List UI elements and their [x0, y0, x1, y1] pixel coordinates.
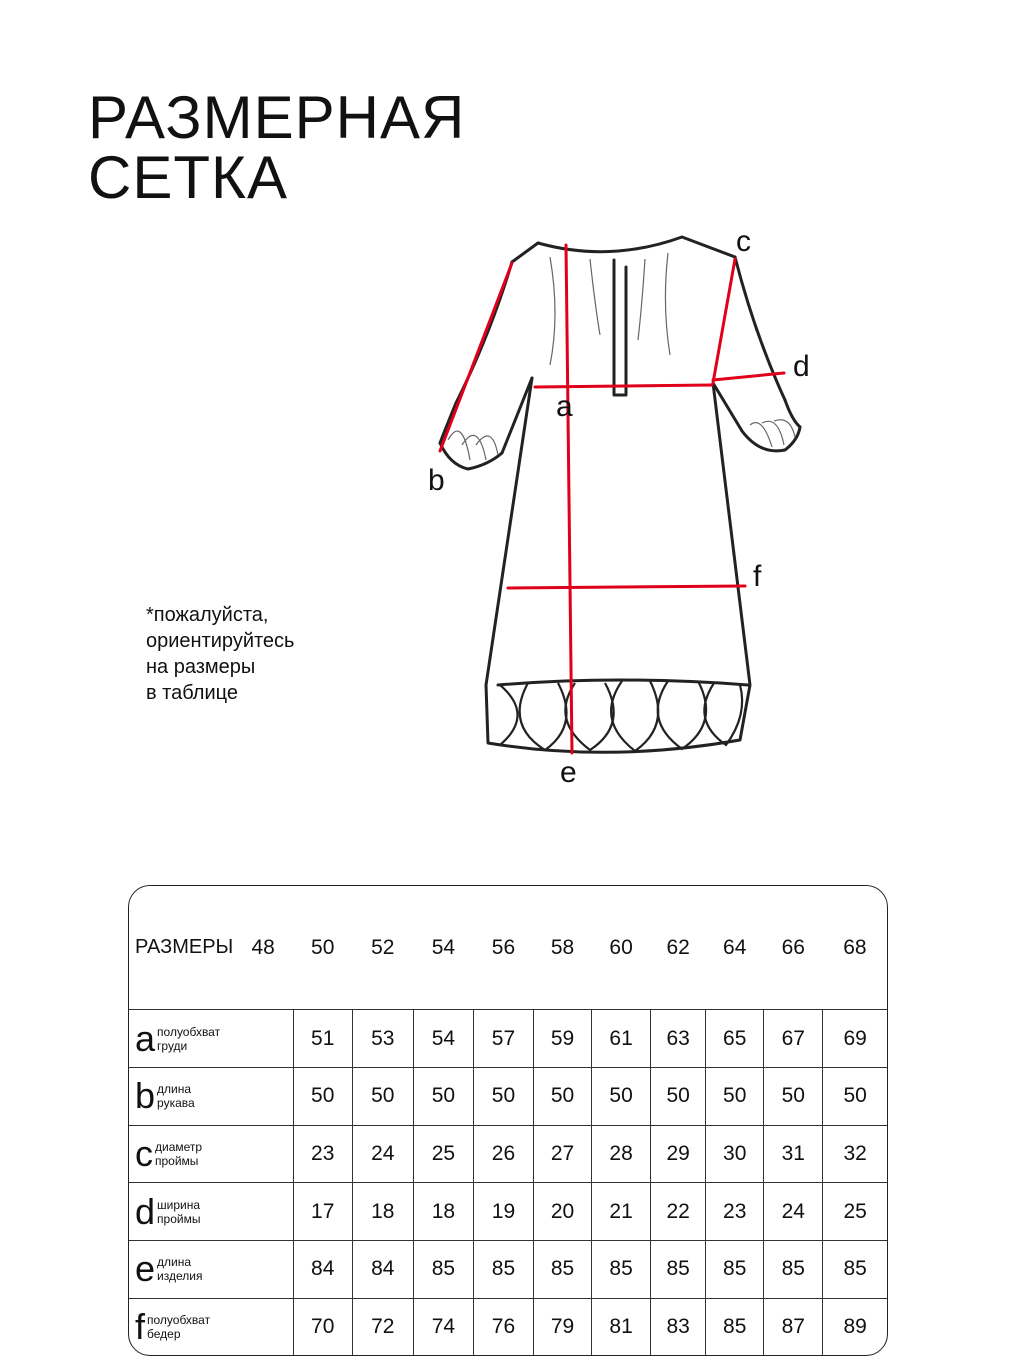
table-cell: 61: [592, 1010, 651, 1068]
table-cell: 25: [823, 1183, 887, 1241]
table-cell: 67: [764, 1010, 823, 1068]
page-title: [88, 84, 466, 211]
table-cell: 31: [764, 1125, 823, 1183]
size-header: 52: [352, 886, 413, 1010]
table-cell: 87: [764, 1298, 823, 1355]
size-header: 64: [706, 886, 764, 1010]
table-cell: [233, 1067, 293, 1125]
row-label: [129, 1125, 233, 1183]
label-c: c: [736, 225, 751, 258]
row-desc-1: полуобхват: [147, 1312, 211, 1327]
row-letter: e: [135, 1248, 156, 1290]
title-line-2: СЕТКА: [88, 144, 288, 211]
row-letter: a: [135, 1017, 156, 1059]
row-desc-1: ширина: [157, 1197, 201, 1212]
table-cell: 85: [534, 1241, 592, 1299]
label-a: a: [556, 390, 573, 423]
table-header-row: [129, 886, 887, 1010]
row-desc-2: изделия: [157, 1269, 203, 1284]
measure-line-a: [535, 385, 712, 387]
table-cell: 74: [413, 1298, 473, 1355]
table-cell: 53: [352, 1010, 413, 1068]
table-cell: 50: [473, 1067, 533, 1125]
table-cell: 50: [823, 1067, 887, 1125]
table-cell: 29: [651, 1125, 706, 1183]
row-desc-1: длина: [157, 1255, 192, 1270]
table-cell: 85: [413, 1241, 473, 1299]
row-label: [129, 1067, 233, 1125]
table-cell: [233, 1298, 293, 1355]
table-cell: 26: [473, 1125, 533, 1183]
table-cell: 85: [764, 1241, 823, 1299]
table-cell: 84: [293, 1241, 352, 1299]
table-cell: 50: [651, 1067, 706, 1125]
table-cell: 21: [592, 1183, 651, 1241]
table-cell: [233, 1010, 293, 1068]
table-cell: 24: [764, 1183, 823, 1241]
table-cell: 79: [534, 1298, 592, 1355]
table-cell: 76: [473, 1298, 533, 1355]
table-row: [129, 1067, 887, 1125]
table-cell: 85: [651, 1241, 706, 1299]
note-line-4: в таблице: [146, 682, 238, 704]
measure-line-f: [508, 586, 745, 588]
hem-scallops: [500, 681, 742, 751]
table-cell: 72: [352, 1298, 413, 1355]
table-cell: 18: [352, 1183, 413, 1241]
table-cell: 50: [706, 1067, 764, 1125]
table-row: [129, 1183, 887, 1241]
table-cell: 50: [413, 1067, 473, 1125]
table-cell: 25: [413, 1125, 473, 1183]
size-note: [146, 602, 294, 706]
table-cell: 19: [473, 1183, 533, 1241]
dress-diagram: [400, 215, 840, 795]
table-cell: 30: [706, 1125, 764, 1183]
row-letter: c: [135, 1132, 153, 1174]
row-desc-1: длина: [157, 1082, 192, 1097]
table-cell: 23: [706, 1183, 764, 1241]
table-cell: 83: [651, 1298, 706, 1355]
table-cell: 22: [651, 1183, 706, 1241]
size-header: 50: [293, 886, 352, 1010]
label-e: e: [560, 756, 577, 789]
table-cell: 32: [823, 1125, 887, 1183]
table-cell: [233, 1125, 293, 1183]
measure-line-e: [566, 245, 572, 753]
row-letter: f: [135, 1305, 146, 1347]
size-header: 56: [473, 886, 533, 1010]
size-header: 68: [823, 886, 887, 1010]
row-desc-2: груди: [157, 1038, 188, 1053]
size-header: 58: [534, 886, 592, 1010]
row-label: [129, 1183, 233, 1241]
measure-line-b: [440, 263, 512, 451]
row-letter: b: [135, 1075, 156, 1117]
note-line-2: ориентируйтесь: [146, 630, 295, 652]
table-row: [129, 1125, 887, 1183]
table-cell: 51: [293, 1010, 352, 1068]
size-header: 48: [233, 886, 293, 1010]
table-cell: 85: [473, 1241, 533, 1299]
table-row: [129, 1010, 887, 1068]
table-cell: 85: [823, 1241, 887, 1299]
table-cell: 70: [293, 1298, 352, 1355]
row-desc-2: бедер: [147, 1326, 181, 1341]
table-cell: 50: [293, 1067, 352, 1125]
table-cell: 50: [592, 1067, 651, 1125]
table-cell: 57: [473, 1010, 533, 1068]
table-cell: [233, 1241, 293, 1299]
table-cell: 20: [534, 1183, 592, 1241]
row-desc-2: проймы: [155, 1153, 199, 1168]
table-cell: 69: [823, 1010, 887, 1068]
table-cell: 17: [293, 1183, 352, 1241]
measure-line-c: [713, 259, 735, 383]
table-cell: 59: [534, 1010, 592, 1068]
table-cell: 50: [534, 1067, 592, 1125]
table-cell: 85: [706, 1241, 764, 1299]
size-header: 66: [764, 886, 823, 1010]
size-header: 60: [592, 886, 651, 1010]
table-cell: 54: [413, 1010, 473, 1068]
label-b: b: [428, 464, 445, 497]
row-label: [129, 1241, 233, 1299]
size-header: 54: [413, 886, 473, 1010]
table-cell: 85: [592, 1241, 651, 1299]
row-desc-2: проймы: [157, 1211, 201, 1226]
label-d: d: [793, 350, 810, 383]
dress-outline: [440, 237, 800, 752]
row-letter: d: [135, 1190, 156, 1232]
table-cell: 85: [706, 1298, 764, 1355]
table-cell: 18: [413, 1183, 473, 1241]
row-label: [129, 1010, 233, 1068]
label-f: f: [753, 560, 762, 593]
note-line-3: на размеры: [146, 656, 256, 678]
row-desc-1: диаметр: [155, 1139, 203, 1154]
row-desc-2: рукава: [157, 1096, 195, 1111]
table-row: [129, 1298, 887, 1355]
header-label: РАЗМЕРЫ: [129, 886, 233, 1010]
table-cell: 28: [592, 1125, 651, 1183]
row-label: [129, 1298, 233, 1355]
title-line-1: РАЗМЕРНАЯ: [88, 84, 466, 151]
table-cell: 50: [764, 1067, 823, 1125]
size-header: 62: [651, 886, 706, 1010]
table-cell: 84: [352, 1241, 413, 1299]
table-row: [129, 1241, 887, 1299]
table-cell: 24: [352, 1125, 413, 1183]
row-desc-1: полуобхват: [157, 1024, 221, 1039]
table-cell: 27: [534, 1125, 592, 1183]
table-cell: 23: [293, 1125, 352, 1183]
table-cell: 81: [592, 1298, 651, 1355]
table-cell: 63: [651, 1010, 706, 1068]
table-cell: 65: [706, 1010, 764, 1068]
note-line-1: *пожалуйста,: [146, 604, 269, 626]
size-table: [128, 885, 888, 1356]
table-cell: 89: [823, 1298, 887, 1355]
table-cell: 50: [352, 1067, 413, 1125]
table-cell: [233, 1183, 293, 1241]
